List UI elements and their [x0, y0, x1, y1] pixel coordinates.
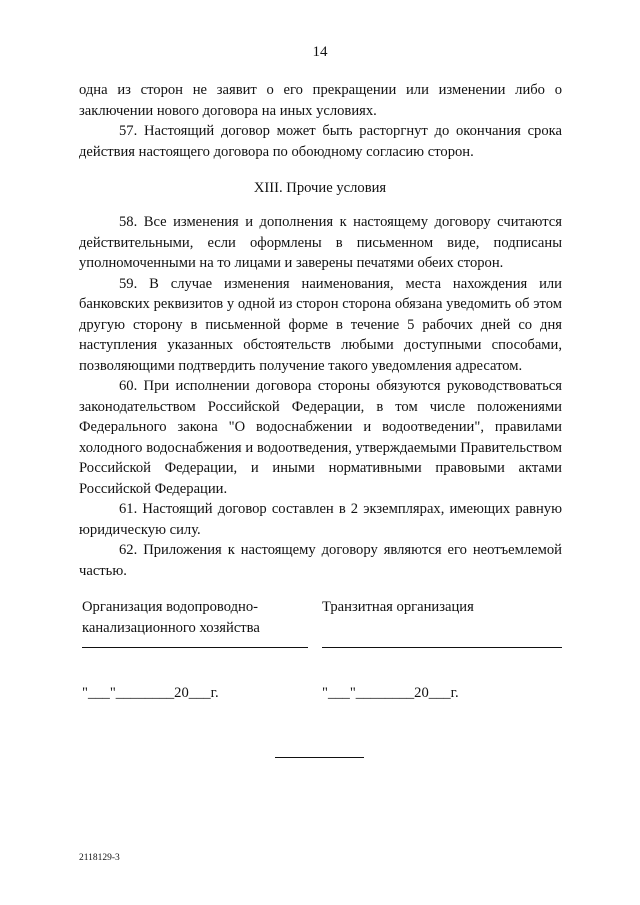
document-code: 2118129-3	[79, 853, 120, 863]
right-party-label: Транзитная организация	[322, 599, 474, 615]
left-party-label: Организация водопроводно-канализационного хозяйства	[82, 599, 260, 636]
center-divider	[275, 757, 364, 758]
paragraph-61: 61. Настоящий договор составлен в 2 экземплярах, имеющих равную юридическую силу.	[79, 501, 562, 538]
paragraph-58: 58. Все изменения и дополнения к настоящему договору считаются действительными, если оформлены в письменном виде, подписаны уполномоченными на то лицами и заверены печатями обеих сторон.	[79, 214, 562, 271]
right-date-field: "___"________20___г.	[322, 685, 459, 701]
left-signature-line	[82, 647, 308, 648]
paragraph-62: 62. Приложения к настоящему договору являются его неотъемлемой частью.	[79, 542, 562, 579]
page-number: 14	[312, 44, 328, 60]
paragraph-57: 57. Настоящий договор может быть расторгнут до окончания срока действия настоящего договора по обоюдному согласию сторон.	[79, 123, 562, 160]
paragraph-continuation: одна из сторон не заявит о его прекращении или изменении либо о заключении нового договора на иных условиях.	[79, 82, 562, 119]
section-paragraphs	[79, 212, 562, 581]
left-date-field: "___"________20___г.	[82, 685, 219, 701]
right-signature-line	[322, 647, 562, 648]
paragraph-60: 60. При исполнении договора стороны обязуются руководствоваться законодательством Российской Федерации, в том числе положениями Федерального закона "О водоснабжении и водоотведении", правилами холодного водоснабжения и водоотведения, утверждаемыми Правительством Российской Федерации, и иными нормативными правовыми актами Российской Федерации.	[79, 378, 562, 497]
paragraph-59: 59. В случае изменения наименования, места нахождения или банковских реквизитов у одной из сторон сторона обязана уведомить об этом другую сторону в письменной форме в течение 5 рабочих дней со дня наступления указанных обстоятельств любыми доступными способами, позволяющими подтвердить получение такого уведомления адресатом.	[79, 275, 562, 374]
section-title: XIII. Прочие условия	[253, 180, 387, 196]
top-paragraphs	[79, 80, 562, 162]
